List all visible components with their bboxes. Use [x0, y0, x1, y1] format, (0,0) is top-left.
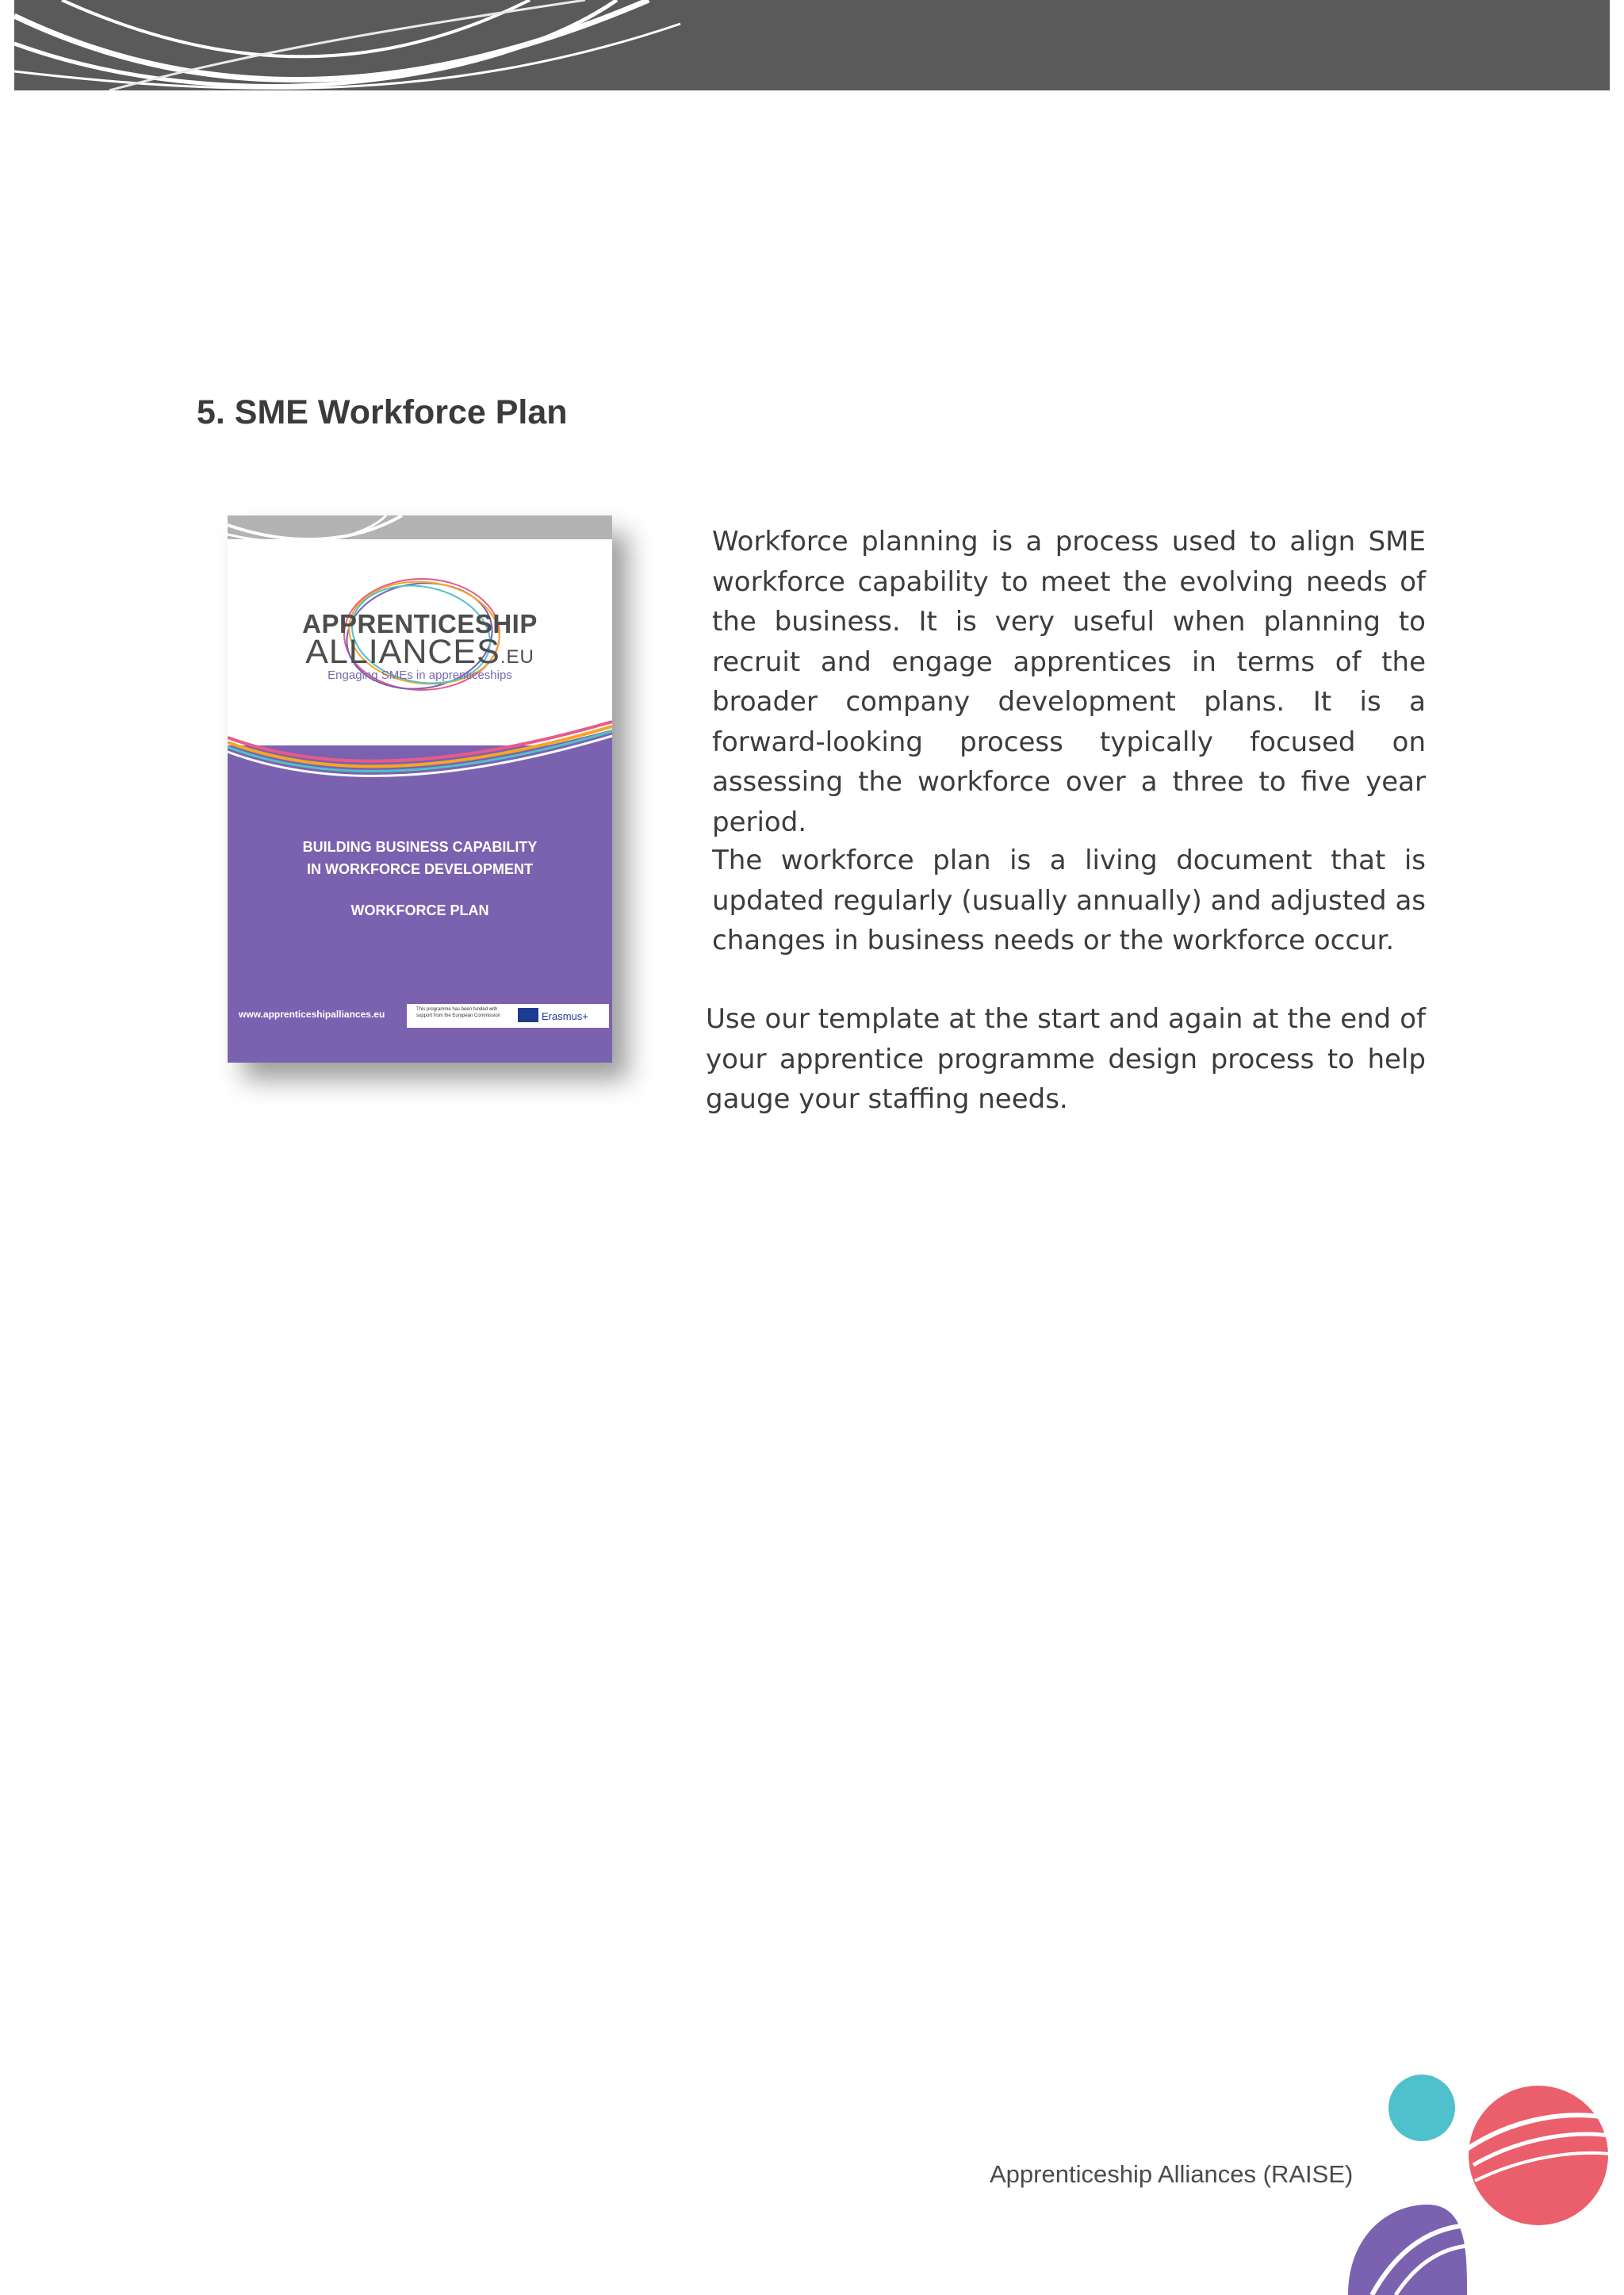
cover-wave-graphic	[228, 714, 612, 785]
cover-heading-line2: IN WORKFORCE DEVELOPMENT	[306, 861, 533, 877]
cover-logo-suffix: .EU	[500, 646, 534, 668]
raise-logo-icon	[1340, 2070, 1618, 2295]
cover-logo-line1: APPRENTICESHIP	[302, 609, 538, 638]
body-paragraph-1: Workforce planning is a process used to align SME workforce capability to meet the evolving needs of the business. It is very useful when planning to recruit and engage apprentices in terms of the broader company development plans. It is a forward-looking process typically focused on assessing the workforce over a three to five year period.	[712, 526, 1426, 838]
cover-url: www.apprenticeshipalliances.eu	[239, 1009, 385, 1020]
cover-funder: Erasmus+	[542, 1010, 588, 1022]
cover-top-swoosh	[228, 515, 612, 563]
cover-doc-title: WORKFORCE PLAN	[350, 902, 489, 918]
cover-tagline: Engaging SMEs in apprenticeships	[327, 669, 512, 682]
body-paragraph-2: The workforce plan is a living document that is updated regularly (usually annually) and adjusted as changes in business needs or the workforce occur.	[712, 845, 1426, 956]
body-paragraph-3: Use our template at the start and again at the end of your apprentice programme design process to help gauge your staffing needs.	[706, 1003, 1426, 1115]
eu-flag-icon	[518, 1008, 538, 1022]
workforce-plan-cover-image	[228, 515, 612, 1063]
header-banner	[14, 0, 1610, 90]
cover-funding-box	[407, 1004, 609, 1028]
cover-heading-line1: BUILDING BUSINESS CAPABILITY	[302, 839, 538, 855]
cover-funding-note: This programme has been funded with support from the European Commission	[416, 1007, 501, 1018]
banner-swoosh-graphic	[14, 0, 1610, 90]
cover-footer	[228, 999, 612, 1031]
section-title: 5. SME Workforce Plan	[197, 393, 568, 431]
cover-logo-line2	[228, 633, 612, 672]
footer-brand-text: Apprenticeship Alliances (RAISE)	[990, 2160, 1354, 2188]
cover-logo-line2-text: ALLIANCES	[305, 633, 500, 671]
